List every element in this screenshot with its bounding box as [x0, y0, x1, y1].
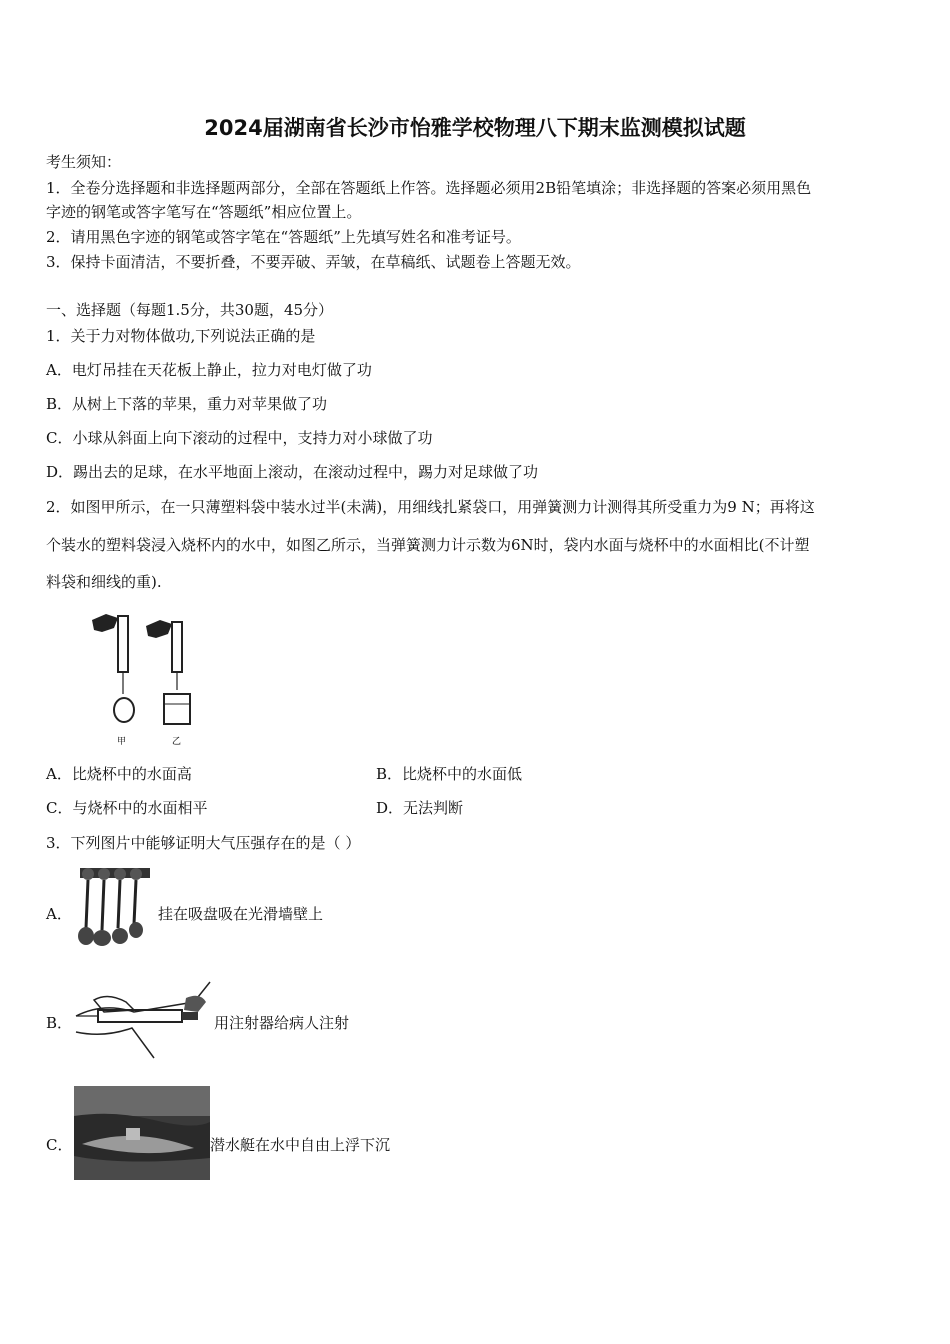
q3-option-b-text: 用注射器给病人注射: [214, 1014, 350, 1032]
q2-option-b: B．比烧杯中的水面低: [376, 765, 523, 783]
spring-scale-left: [118, 616, 128, 672]
notice-item-2: 2．请用黑色字迹的钢笔或答字笔在“答题纸”上先填写姓名和准考证号。: [46, 228, 521, 246]
notice-item-1-cont: 字迹的钢笔或答字笔写在“答题纸”相应位置上。: [46, 203, 362, 221]
q3-option-c-text: 潜水艇在水中自由上浮下沉: [210, 1136, 391, 1154]
q2-option-a: A．比烧杯中的水面高: [46, 765, 192, 783]
q2-stem-line1: 2．如图甲所示，在一只薄塑料袋中装水过半(未满)，用细线扎紧袋口，用弹簧测力计测得其所受重力为9 N；再将这: [46, 498, 815, 516]
q1-option-a: A．电灯吊挂在天花板上静止，拉力对电灯做了功: [46, 361, 372, 379]
section-heading: 一、选择题（每题1.5分，共30题，45分）: [46, 301, 334, 319]
q3-stem: 3．下列图片中能够证明大气压强存在的是（ ）: [46, 834, 361, 852]
q1-option-d: D．踢出去的足球，在水平地面上滚动，在滚动过程中，踢力对足球做了功: [46, 463, 539, 481]
q1-stem: 1．关于力对物体做功,下列说法正确的是: [46, 327, 316, 345]
notice-item-1: 1．全卷分选择题和非选择题两部分，全部在答题纸上作答。选择题必须用2B铅笔填涂；非选择题的答案必须用黑色: [46, 179, 812, 197]
q1-option-c: C．小球从斜面上向下滚动的过程中，支持力对小球做了功: [46, 429, 433, 447]
hand-icon-right: [146, 620, 172, 638]
q2-option-d: D．无法判断: [376, 799, 464, 817]
notice-item-3: 3．保持卡面清洁，不要折叠，不要弄破、弄皱，在草稿纸、试题卷上答题无效。: [46, 253, 581, 271]
q3-option-b-label: B．: [46, 1014, 73, 1032]
syringe-injection-image: [74, 972, 214, 1062]
page-title: 2024届湖南省长沙市怡雅学校物理八下期末监测模拟试题: [204, 116, 746, 140]
q2-stem-line3: 料袋和细线的重).: [46, 573, 162, 591]
water-bag: [114, 698, 134, 722]
submarine-image: [74, 1086, 210, 1180]
beaker: [164, 694, 190, 724]
figure-label-b: 乙: [172, 737, 182, 746]
q3-option-a-label: A．: [46, 905, 72, 923]
notice-heading: 考生须知：: [46, 153, 122, 171]
q3-option-a-text: 挂在吸盘吸在光滑墙壁上: [158, 905, 324, 923]
spring-scale-right: [172, 622, 182, 672]
q2-stem-line2: 个装水的塑料袋浸入烧杯内的水中，如图乙所示，当弹簧测力计示数为6N时，袋内水面与烧杯中的水面相比(不计塑: [46, 536, 810, 554]
spring-scale-figure: [84, 606, 204, 746]
q2-option-c: C．与烧杯中的水面相平: [46, 799, 208, 817]
suction-hooks-image: [74, 864, 156, 950]
q3-option-c-label: C．: [46, 1136, 73, 1154]
figure-label-a: 甲: [117, 737, 127, 746]
q1-option-b: B．从树上下落的苹果，重力对苹果做了功: [46, 395, 328, 413]
hand-icon-left: [92, 614, 118, 632]
